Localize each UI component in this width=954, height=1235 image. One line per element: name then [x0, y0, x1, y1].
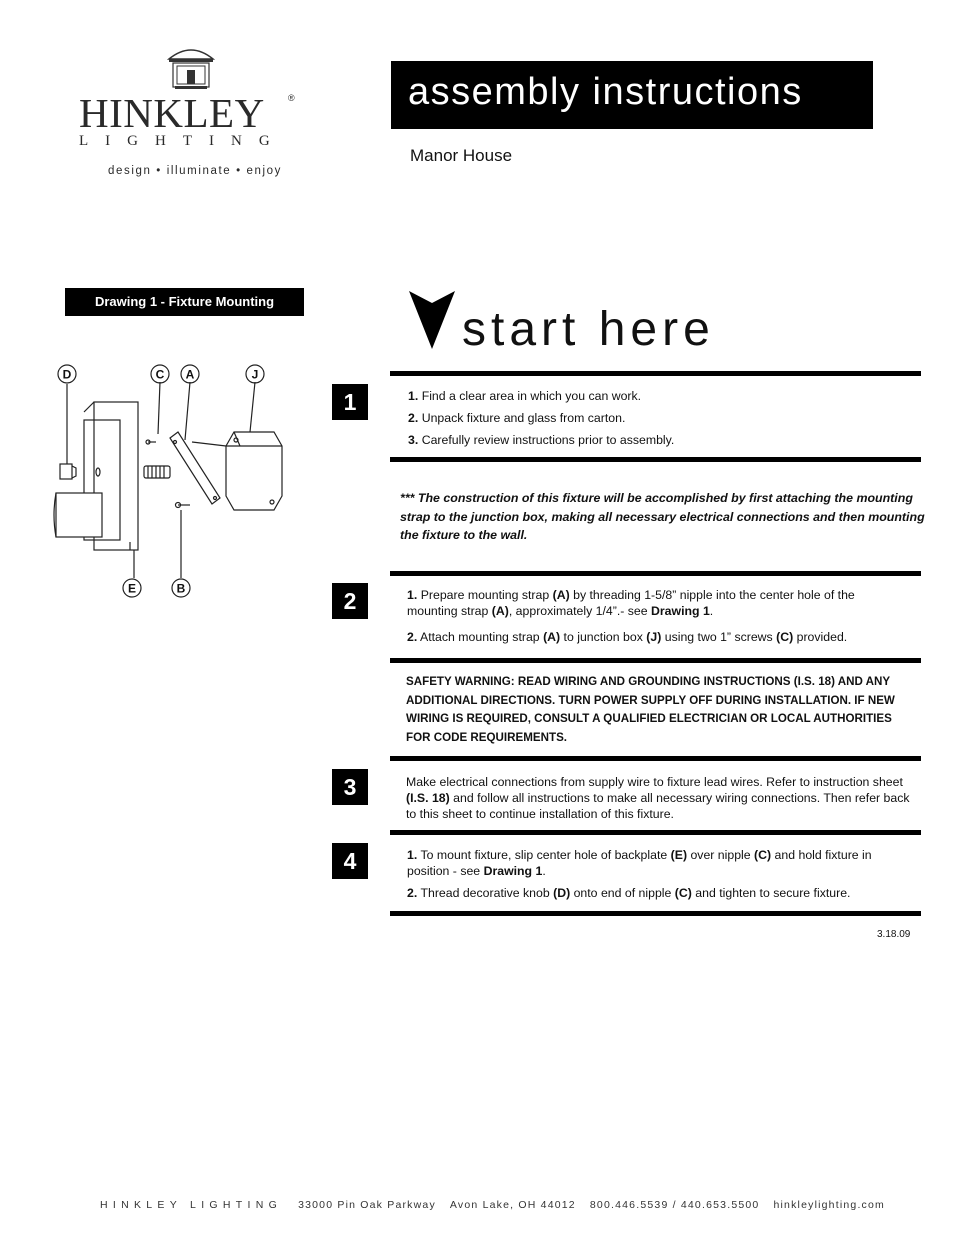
footer-brand: HINKLEY LIGHTING [100, 1199, 283, 1211]
fixture-mounting-drawing [50, 360, 300, 610]
registered-mark: ® [288, 93, 295, 103]
list-item: 1. Prepare mounting strap (A) by threading 1-5/8” nipple into the center hole of the mounting strap (A), approximately 1/4”.- see Drawing 1. [407, 588, 855, 618]
divider-rule [390, 830, 921, 835]
lantern-icon [161, 45, 221, 89]
revision-date: 3.18.09 [877, 929, 911, 940]
footer-website: hinkleylighting.com [773, 1199, 885, 1211]
drawing-label: Drawing 1 - Fixture Mounting [65, 288, 304, 316]
step-2-list [407, 587, 907, 645]
callout-a: A [185, 367, 195, 382]
construction-note: *** The construction of this fixture will be accomplished by first attaching the mounting strap to the junction box, making all necessary electrical connections and then mounting the fixture to the wall. [400, 491, 925, 542]
callout-c: C [155, 367, 165, 382]
page-title: assembly instructions [408, 71, 803, 113]
step-2-badge: 2 [332, 583, 368, 619]
list-item: 2. Thread decorative knob (D) onto end of nipple (C) and tighten to secure fixture. [407, 886, 851, 900]
list-item: 2. Attach mounting strap (A) to junction box (J) using two 1” screws (C) provided. [407, 630, 848, 644]
divider-rule [390, 571, 921, 576]
step-3-badge: 3 [332, 769, 368, 805]
step-1-badge: 1 [332, 384, 368, 420]
product-name: Manor House [410, 146, 513, 165]
footer-address: 33000 Pin Oak Parkway [298, 1199, 436, 1211]
step-4-list [407, 847, 917, 901]
callout-d: D [62, 367, 72, 382]
divider-rule [390, 371, 921, 376]
divider-rule [390, 756, 921, 761]
divider-rule [390, 658, 921, 663]
logo-tagline: design • illuminate • enjoy [108, 165, 282, 177]
logo-subtitle: LIGHTING [79, 133, 287, 149]
hinkley-logo [75, 45, 305, 185]
step-1-list [408, 388, 908, 448]
footer-phone: 800.446.5539 / 440.653.5500 [589, 1199, 760, 1211]
step-3-text [406, 774, 916, 822]
start-arrow-icon [409, 291, 455, 351]
safety-warning: SAFETY WARNING: READ WIRING AND GROUNDING INSTRUCTIONS (I.S. 18) AND ANY ADDITIONAL DIRECTIONS. TURN POWER SUPPLY OFF DURING INSTALLATION. IF NEW WIRING IS REQUIRED, CONSULT A QUALIFIED ELECTRICIAN OR LOCAL AUTHORITIES FOR CODE REQUIREMENTS. [406, 675, 895, 744]
footer-city: Avon Lake, OH 44012 [449, 1199, 576, 1211]
list-item: 1. To mount fixture, slip center hole of backplate (E) over nipple (C) and hold fixture in position - see Drawing 1. [407, 848, 872, 878]
list-item: 1. Find a clear area in which you can work. [408, 389, 642, 403]
start-here-heading: start here [462, 303, 715, 356]
footer [100, 1199, 899, 1211]
callout-j: J [251, 367, 259, 382]
logo-name: HINKLEY [79, 90, 265, 136]
list-item: 3. Carefully review instructions prior to assembly. [408, 433, 675, 447]
step-4-badge: 4 [332, 843, 368, 879]
title-bar [391, 61, 873, 129]
callout-b: B [176, 581, 186, 596]
divider-rule [390, 457, 921, 462]
list-item: Make electrical connections from supply wire to fixture lead wires. Refer to instruction sheet (I.S. 18) and follow all instructions to make all necessary wiring connections. Then refer back to this sheet to continue installation of this fixture. [406, 775, 910, 821]
callout-e: E [127, 581, 137, 596]
list-item: 2. Unpack fixture and glass from carton. [408, 411, 626, 425]
divider-rule [390, 911, 921, 916]
